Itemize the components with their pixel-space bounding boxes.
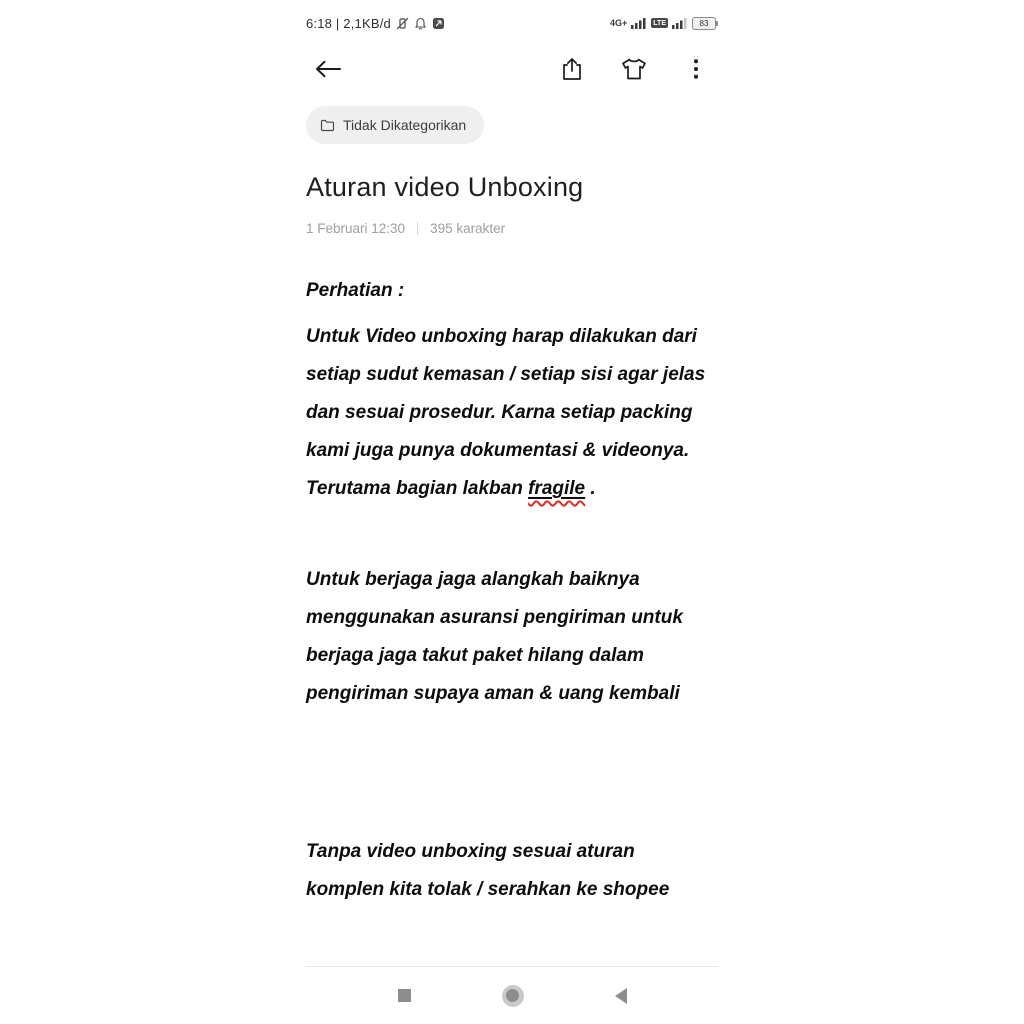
back-arrow-icon xyxy=(314,60,342,78)
category-chip-label: Tidak Dikategorikan xyxy=(343,117,467,133)
screenshot-icon xyxy=(432,17,445,30)
share-icon xyxy=(561,57,583,81)
misspelled-word-wrapper xyxy=(528,478,585,499)
battery-level: 83 xyxy=(699,18,709,28)
note-date-time: 1 Februari 12:30 xyxy=(306,221,406,236)
paragraph-1: Perhatian : xyxy=(306,280,405,301)
nav-back-button[interactable] xyxy=(615,988,627,1004)
system-nav-bar xyxy=(306,966,718,1024)
vibrate-off-icon xyxy=(396,17,409,30)
status-left xyxy=(306,16,445,31)
signal-bars-icon-2 xyxy=(672,17,688,29)
overflow-menu-button[interactable] xyxy=(676,49,716,89)
battery-icon xyxy=(692,17,718,30)
paragraph-2-tail: . xyxy=(585,478,596,499)
note-meta xyxy=(306,221,718,236)
back-button[interactable] xyxy=(308,49,348,89)
app-bar xyxy=(306,45,718,93)
network-type-label: 4G+ xyxy=(610,17,628,28)
status-right xyxy=(610,17,718,30)
phone-screen xyxy=(306,0,718,1024)
status-bar xyxy=(306,0,718,33)
home-button-inner xyxy=(506,989,519,1002)
bell-icon xyxy=(414,17,427,30)
status-time-and-data: 6:18 | 2,1KB/d xyxy=(306,15,391,31)
note-title: Aturan video Unboxing xyxy=(306,172,584,202)
folder-icon xyxy=(320,119,335,132)
category-chip[interactable] xyxy=(306,106,484,144)
underlined-word: fragile xyxy=(528,478,586,499)
shirt-icon xyxy=(621,57,647,81)
app-bar-actions xyxy=(552,49,718,89)
paragraph-4: Tanpa video unboxing sesuai aturan komplen kita tolak / serahkan ke shopee xyxy=(306,841,670,900)
meta-divider xyxy=(417,222,418,235)
home-button[interactable] xyxy=(502,985,524,1007)
overflow-menu-icon xyxy=(694,59,698,79)
share-button[interactable] xyxy=(552,49,592,89)
recents-button[interactable] xyxy=(398,989,411,1002)
shirt-button[interactable] xyxy=(614,49,654,89)
note-char-count: 395 karakter xyxy=(430,221,506,236)
paragraph-2 xyxy=(306,318,718,508)
paragraph-2-text: Untuk Video unboxing harap dilakukan dari setiap sudut kemasan / setiap sisi agar jelas dan sesuai prosedur. Karna setiap packing kami juga punya dokumentasi & videonya. Terutama bagian lakban xyxy=(306,326,706,499)
paragraph-3: Untuk berjaga jaga alangkah baiknya menggunakan asuransi pengiriman untuk berjaga jaga takut paket hilang dalam pengiriman supaya aman & uang kembali xyxy=(306,569,683,704)
signal-bars-icon-1 xyxy=(631,17,647,29)
sim-badge-lte: LTE xyxy=(653,19,666,27)
note-body[interactable] xyxy=(306,272,718,909)
